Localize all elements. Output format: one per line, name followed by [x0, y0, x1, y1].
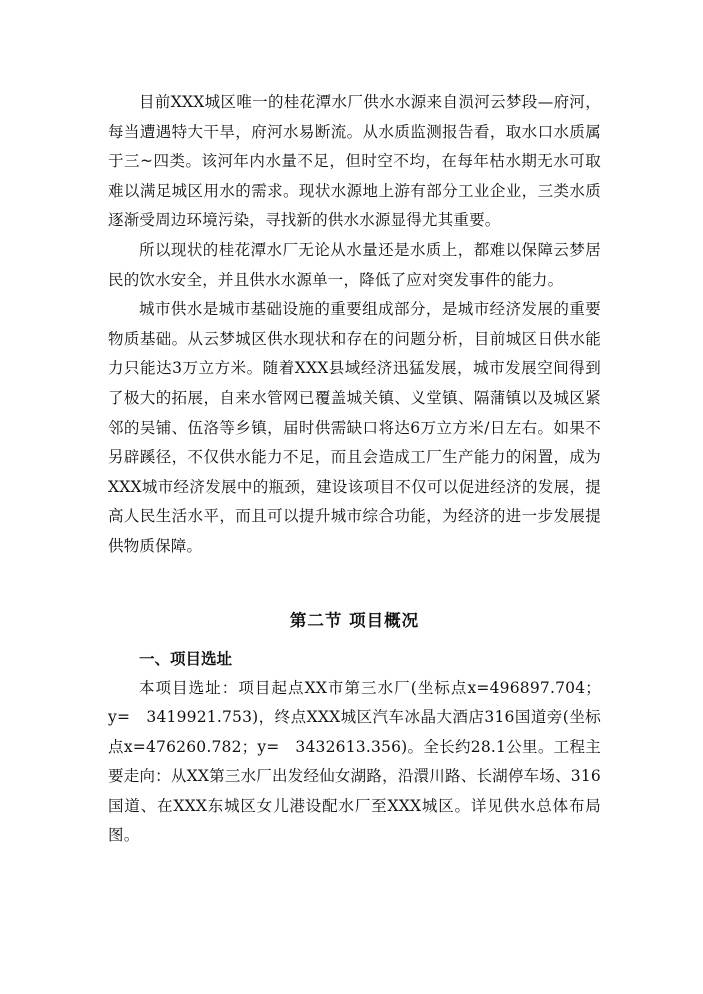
paragraph-urban-supply: 城市供水是城市基础设施的重要组成部分，是城市经济发展的重要物质基础。从云梦城区供水现状和存在的问题分析，目前城区日供水能力只能达3万立方米。随着XXX县域经济迅猛发展，城市发展空间得到了极大的拓展，自来水管网已覆盖城关镇、义堂镇、隔蒲镇以及城区紧邻的吴铺、伍洛等乡镇，届时供需缺口将达6万立方米/日左右。如果不另辟蹊径，不仅供水能力不足，而且会造成工厂生产能力的闲置，成为XXX城市经济发展中的瓶颈，建设该项目不仅可以促进经济的发展，提高人民生活水平，而且可以提升城市综合功能，为经济的进一步发展提供物质保障。 — [108, 300, 601, 555]
document-page — [108, 88, 601, 851]
paragraph-site-selection: 本项目选址：项目起点XX市第三水厂(坐标点x=496897.704；y= 3419921.753)，终点XXX城区汽车冰晶大酒店316国道旁(坐标点x=476260.782；y= 3432613.356)。全长约28.1公里。工程主要走向：从XX第三水厂出发经仙女湖路，沿澴川路、长湖停车场、316国道、在XXX东城区女儿港设配水厂至XXX城区。详见供水总体布局图。 — [108, 678, 601, 845]
paragraph-current-plant: 所以现状的桂花潭水厂无论从水量还是水质上，都难以保障云梦居民的饮水安全，并且供水水源单一，降低了应对突发事件的能力。 — [108, 240, 601, 289]
subsection-title: 一、项目选址 — [139, 649, 233, 668]
section-title: 第二节 项目概况 — [289, 610, 420, 630]
paragraph-water-source: 目前XXX城区唯一的桂花潭水厂供水水源来自涢河云梦段—府河，每当遭遇特大干旱，府河水易断流。从水质监测报告看，取水口水质属于三~四类。该河年内水量不足，但时空不均，在每年枯水期无水可取难以满足城区用水的需求。现状水源地上游有部分工业企业，三类水质逐渐受周边环境污染，寻找新的供水水源显得尤其重要。 — [108, 93, 601, 230]
section-spacer — [108, 562, 601, 606]
